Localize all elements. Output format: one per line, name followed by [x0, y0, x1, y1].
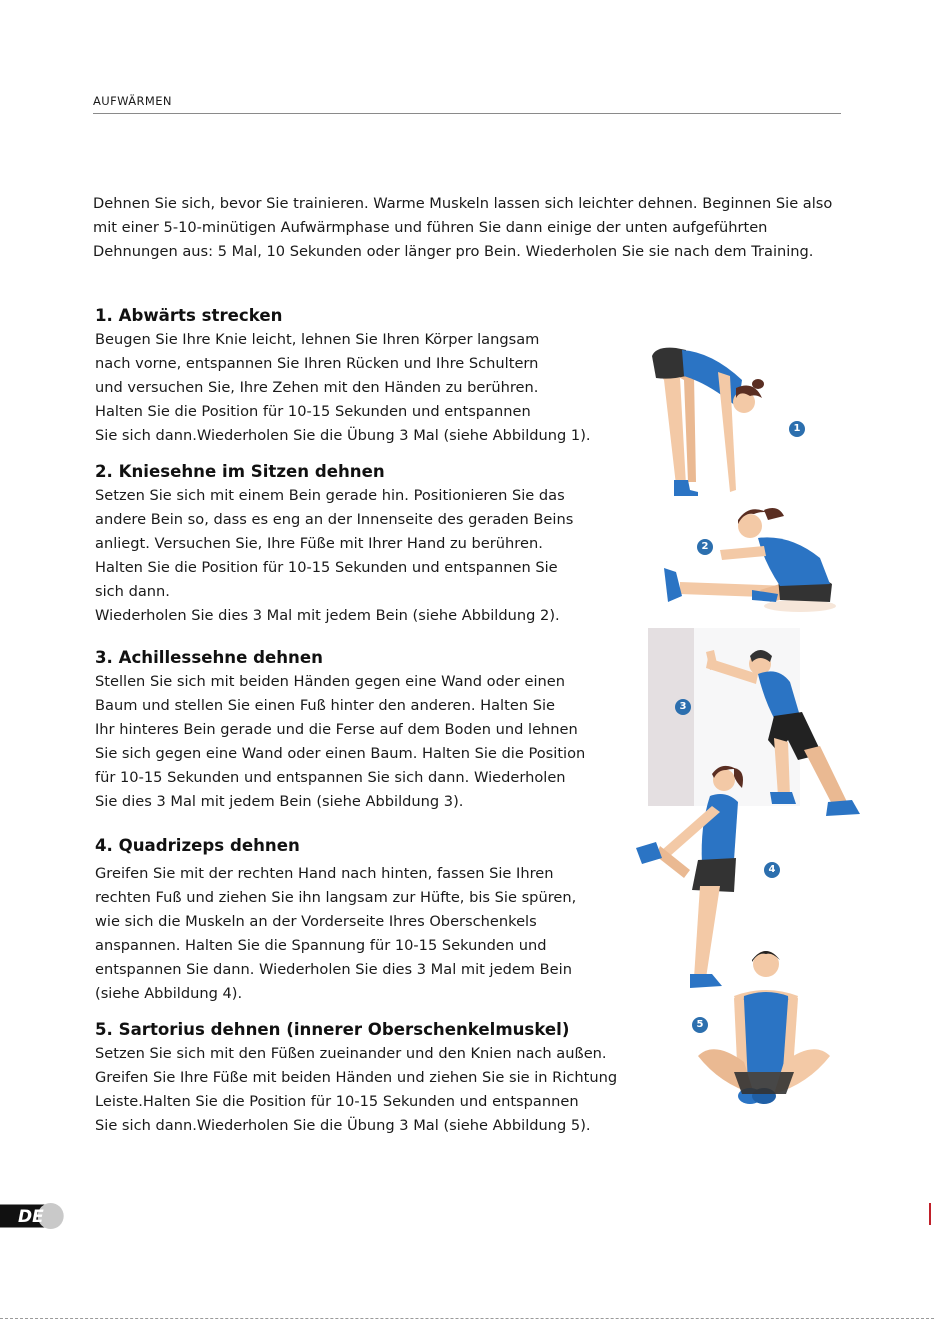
exercise-section-1	[95, 304, 655, 448]
text-line: Setzen Sie sich mit einem Bein gerade hin. Positionieren Sie das	[95, 487, 565, 504]
exercise-text-5	[95, 1042, 685, 1138]
text-line: andere Bein so, dass es eng an der Innenseite des geraden Beins	[95, 511, 574, 528]
edge-mark	[929, 1203, 931, 1225]
text-line: Halten Sie die Position für 10-15 Sekunden und entspannen	[95, 403, 531, 420]
intro-paragraph: Dehnen Sie sich, bevor Sie trainieren. Warme Muskeln lassen sich leichter dehnen. Beginnen Sie also mit einer 5-10-minütigen Aufwärmphase und führen Sie dann einige der unten aufgeführten Dehnungen aus: 5 Mal, 10 Sekunden oder länger pro Bein. Wiederholen Sie sie nach dem Training.	[93, 195, 833, 260]
text-line: Greifen Sie mit der rechten Hand nach hinten, fassen Sie Ihren	[95, 865, 554, 882]
exercise-section-5	[95, 1018, 685, 1138]
header-divider	[93, 113, 841, 114]
illustration-sartorius	[694, 944, 834, 1110]
text-line: Sie sich dann.Wiederholen Sie die Übung 3 Mal (siehe Abbildung 5).	[95, 1117, 591, 1134]
text-line: Beugen Sie Ihre Knie leicht, lehnen Sie Ihren Körper langsam	[95, 331, 540, 348]
text-line: Leiste.Halten Sie die Position für 10-15 Sekunden und entspannen	[95, 1093, 579, 1110]
exercise-title-4: 4. Quadrizeps dehnen	[95, 836, 300, 855]
text-line: Baum und stellen Sie einen Fuß hinter den anderen. Halten Sie	[95, 697, 556, 714]
text-line: (siehe Abbildung 4).	[95, 985, 243, 1002]
exercise-text-3	[95, 670, 635, 814]
text-line: Sie sich dann.Wiederholen Sie die Übung 3 Mal (siehe Abbildung 1).	[95, 427, 591, 444]
text-line: sich dann.	[95, 583, 170, 600]
illustration-seated-hamstring	[660, 498, 840, 613]
text-line: Sie dies 3 Mal mit jedem Bein (siehe Abbildung 3).	[95, 793, 464, 810]
text-line: Halten Sie die Position für 10-15 Sekunden und entspannen Sie	[95, 559, 558, 576]
text-line: nach vorne, entspannen Sie Ihren Rücken und Ihre Schultern	[95, 355, 539, 372]
exercise-section-2	[95, 460, 635, 628]
text-line: anspannen. Halten Sie die Spannung für 10-15 Sekunden und	[95, 937, 547, 954]
figure-badge-4: 4	[764, 862, 780, 878]
language-label-wrap	[0, 1199, 66, 1233]
exercise-title-3: 3. Achillessehne dehnen	[95, 648, 323, 667]
exercise-text-2	[95, 484, 635, 628]
exercise-title-5: 5. Sartorius dehnen (innerer Oberschenkelmuskel)	[95, 1020, 570, 1039]
figure-badge-1: 1	[789, 421, 805, 437]
text-line: Ihr hinteres Bein gerade und die Ferse auf dem Boden und lehnen	[95, 721, 578, 738]
text-line: für 10-15 Sekunden und entspannen Sie sich dann. Wiederholen	[95, 769, 566, 786]
exercise-section-3	[95, 646, 635, 814]
text-line: Stellen Sie sich mit beiden Händen gegen eine Wand oder einen	[95, 673, 565, 690]
text-line: Greifen Sie Ihre Füße mit beiden Händen und ziehen Sie sie in Richtung	[95, 1069, 618, 1086]
text-line: Setzen Sie sich mit den Füßen zueinander und den Knien nach außen.	[95, 1045, 607, 1062]
figure-badge-5: 5	[692, 1017, 708, 1033]
bottom-cut-line	[0, 1318, 934, 1319]
text-line: Sie sich gegen eine Wand oder einen Baum. Halten Sie die Position	[95, 745, 586, 762]
language-label: DE	[18, 1207, 44, 1227]
text-line: rechten Fuß und ziehen Sie ihn langsam zur Hüfte, bis Sie spüren,	[95, 889, 577, 906]
section-header: AUFWÄRMEN	[93, 94, 172, 108]
text-line: entspannen Sie dann. Wiederholen Sie dies 3 Mal mit jedem Bein	[95, 961, 572, 978]
illustration-forward-bend	[640, 340, 780, 505]
exercise-title-2: 2. Kniesehne im Sitzen dehnen	[95, 462, 385, 481]
text-line: Wiederholen Sie dies 3 Mal mit jedem Bein (siehe Abbildung 2).	[95, 607, 560, 624]
text-line: anliegt. Versuchen Sie, Ihre Füße mit Ihrer Hand zu berühren.	[95, 535, 543, 552]
exercise-section-4	[95, 834, 635, 1006]
exercise-text-4	[95, 862, 635, 1006]
text-line: wie sich die Muskeln an der Vorderseite Ihres Oberschenkels	[95, 913, 537, 930]
figure-badge-2: 2	[697, 539, 713, 555]
text-line: und versuchen Sie, Ihre Zehen mit den Händen zu berühren.	[95, 379, 539, 396]
figure-badge-3: 3	[675, 699, 691, 715]
exercise-text-1	[95, 328, 655, 448]
exercise-title-1: 1. Abwärts strecken	[95, 306, 283, 325]
